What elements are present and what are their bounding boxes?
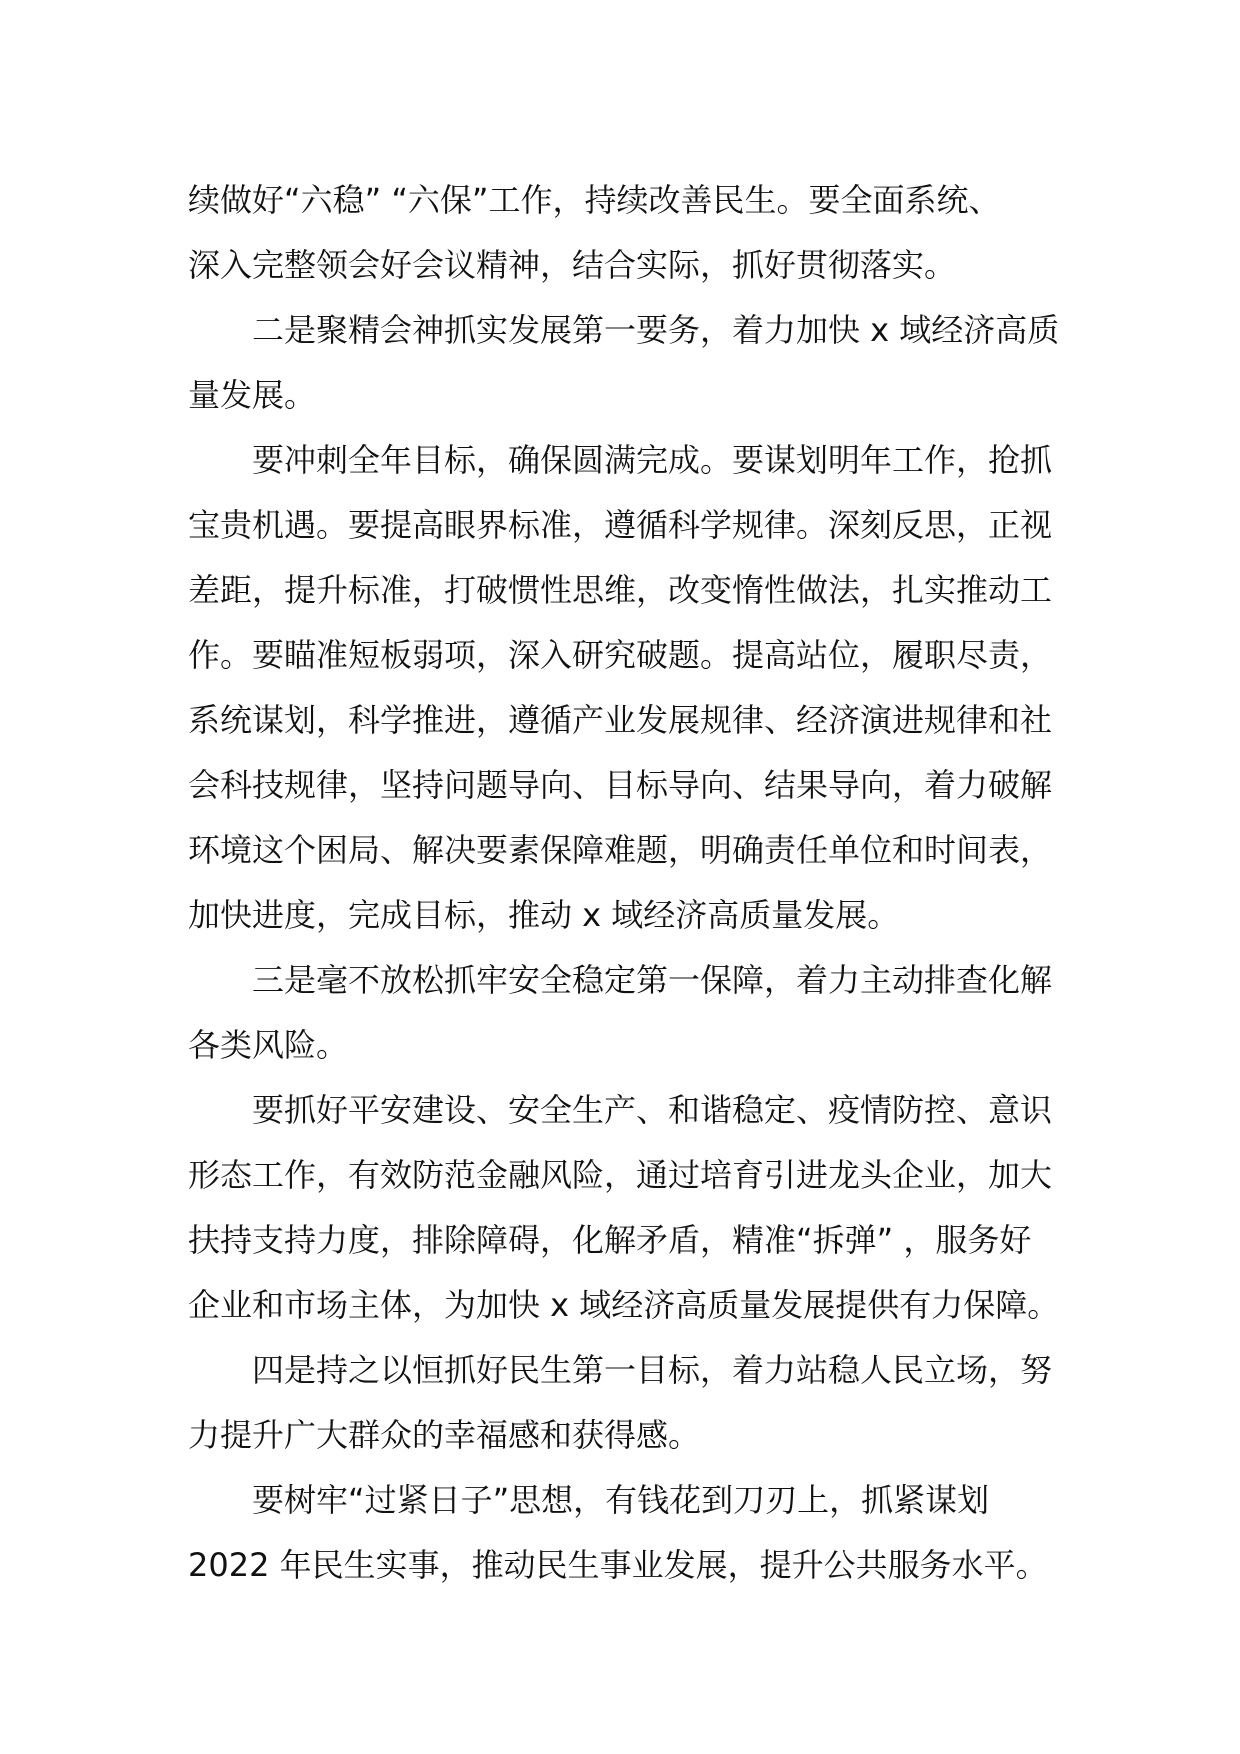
text-line: 扶持支持力度，排除障碍，化解矛盾，精准“拆弹” ，服务好 (188, 1221, 1032, 1259)
section-heading-line: 量发展。 (188, 376, 317, 414)
text-line: 宝贵机遇。要提高眼界标准，遵循科学规律。深刻反思，正视 (188, 506, 1053, 544)
text-line: 环境这个困局、解决要素保障难题，明确责任单位和时间表， (188, 831, 1053, 869)
text-line: 深入完整领会好会议精神，结合实际，抓好贯彻落实。 (188, 246, 957, 284)
text-line: 会科技规律，坚持问题导向、目标导向、结果导向，着力破解 (188, 766, 1053, 804)
section-heading-line: 四是持之以恒抓好民生第一目标，着力站稳人民立场，努 (252, 1351, 1053, 1389)
document-body (188, 168, 1058, 1598)
text-line: 形态工作，有效防范金融风险，通过培育引进龙头企业，加大 (188, 1156, 1053, 1194)
section-heading-line: 二是聚精会神抓实发展第一要务，着力加快 x 域经济高质 (252, 311, 1060, 349)
text-line: 差距，提升标准，打破惯性思维，改变惰性做法，扎实推动工 (188, 571, 1053, 609)
text-line: 续做好“六稳” “六保”工作，持续改善民生。要全面系统、 (188, 181, 1001, 219)
text-line: 要树牢“过紧日子”思想，有钱花到刀刃上，抓紧谋划 (252, 1481, 990, 1519)
text-line: 加快进度，完成目标，推动 x 域经济高质量发展。 (188, 896, 900, 934)
section-heading-line: 各类风险。 (188, 1026, 349, 1064)
section-heading-line: 三是毫不放松抓牢安全稳定第一保障，着力主动排查化解 (252, 961, 1053, 999)
text-line: 系统谋划，科学推进，遵循产业发展规律、经济演进规律和社 (188, 701, 1053, 739)
text-line: 企业和市场主体，为加快 x 域经济高质量发展提供有力保障。 (188, 1286, 1060, 1324)
text-line: 要抓好平安建设、安全生产、和谐稳定、疫情防控、意识 (252, 1091, 1053, 1129)
section-heading-line: 力提升广大群众的幸福感和获得感。 (188, 1416, 701, 1454)
text-line: 2022 年民生实事，推动民生事业发展，提升公共服务水平。 (188, 1546, 1048, 1584)
text-line: 作。要瞄准短板弱项，深入研究破题。提高站位，履职尽责， (188, 636, 1053, 674)
text-line: 要冲刺全年目标，确保圆满完成。要谋划明年工作，抢抓 (252, 441, 1053, 479)
